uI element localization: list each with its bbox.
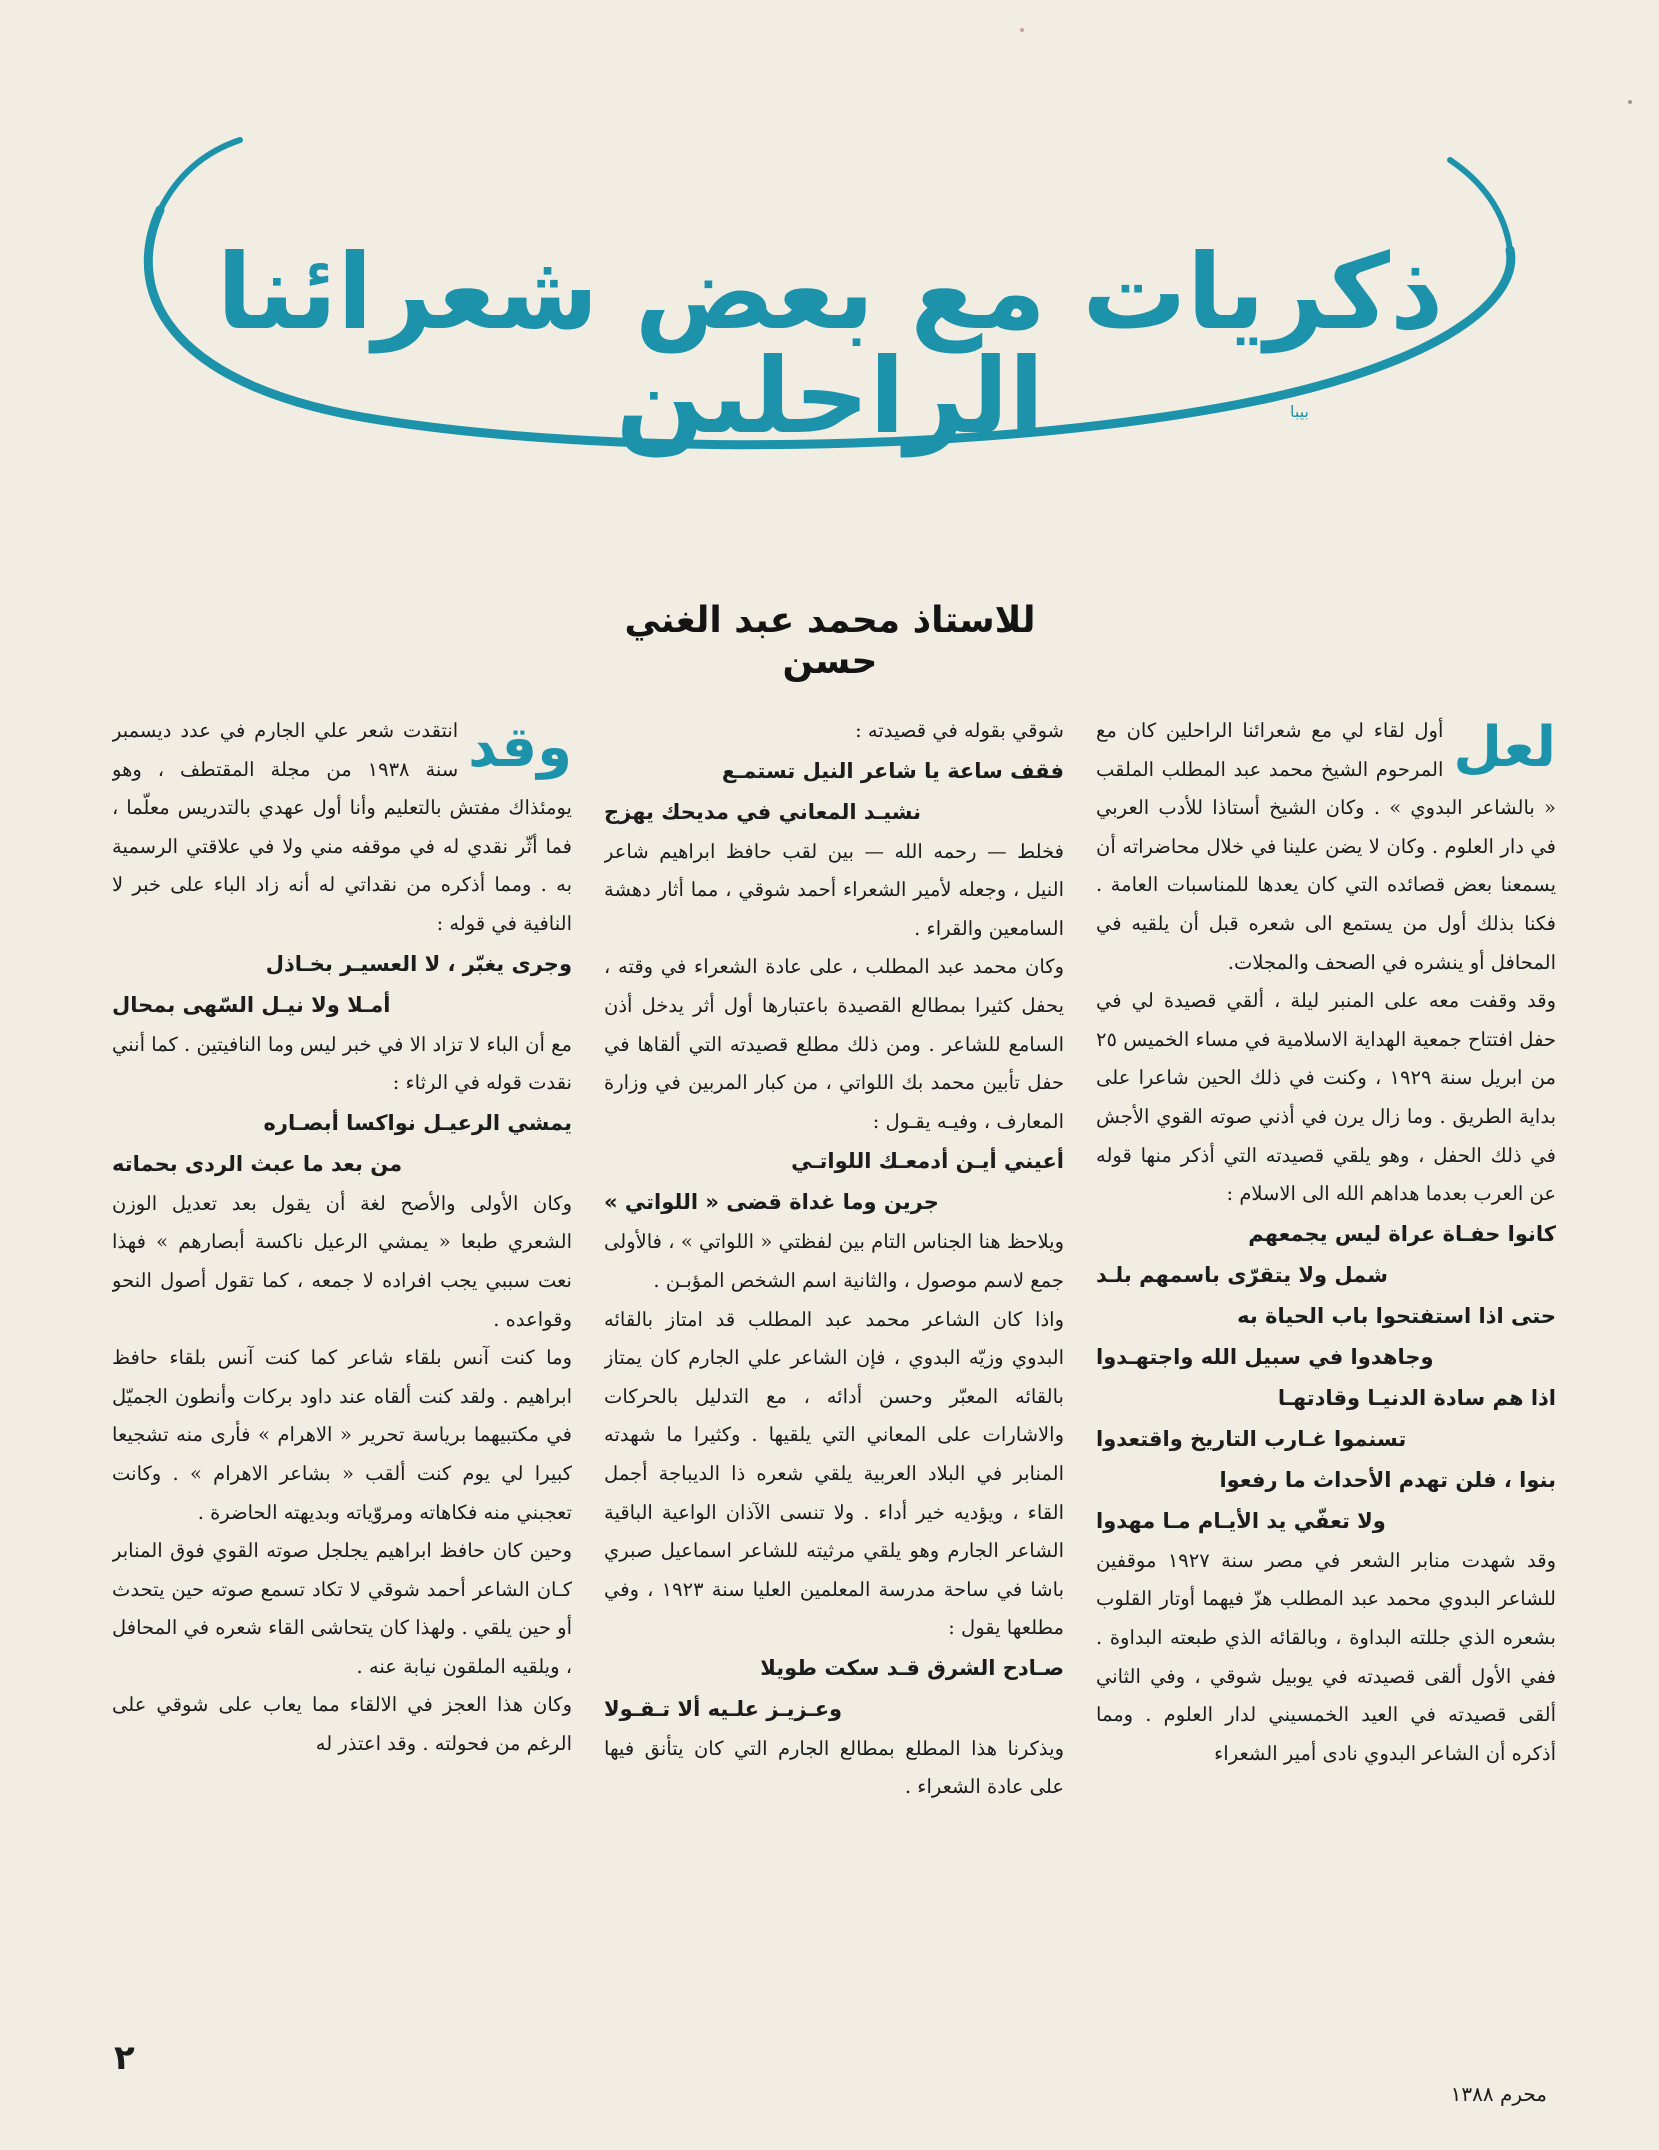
verse-line: وعـزيـز علـيه ألا تـقـولا <box>604 1696 843 1721</box>
verse-line: تسنموا غـارب التاريخ واقتعدوا <box>1096 1426 1407 1451</box>
paragraph: وكان الأولى والأصح لغة أن يقول بعد تعديل الوزن الشعري طبعا « يمشي الرعيل ناكسة أبصارهم » فهذا نعت سببي يجب افراده لا جمعه ، كما تقول أصول النحو وقواعده . <box>112 1191 572 1331</box>
issue-date: محرم ١٣٨٨ <box>1450 2082 1547 2106</box>
paragraph: وقد وقفت معه على المنبر ليلة ، ألقي قصيدة لي في حفل افتتاح جمعية الهداية الاسلامية في مساء الخميس ٢٥ من ابريل سنة ١٩٢٩ ، وكنت في ذلك الحين شاعرا على بداية الطريق . وما زال يرن في أذني صوته القوي الأجش في ذلك الحفل ، وهو يلقي قصيدته التي أذكر منها قوله عن العرب بعدما هداهم الله الى الاسلام : <box>1096 989 1556 1206</box>
verse-line: صـادح الشرق قـد سكت طويلا <box>760 1655 1064 1680</box>
paragraph: وكان هذا العجز في الالقاء مما يعاب على شوقي على الرغم من فحولته . وقد اعتذر له <box>112 1693 572 1756</box>
article-columns <box>112 712 1556 2032</box>
verse-line: ولا تعفّي يد الأيـام مـا مهدوا <box>1096 1508 1386 1533</box>
article-title: ذكريات مع بعض شعرائنا الراحلين <box>216 231 1444 457</box>
paragraph: وحين كان حافظ ابراهيم يجلجل صوته القوي فوق المنابر كـان الشاعر أحمد شوقي لا تكاد تسمع صوته حين يتحدث أو حين يلقي . ولهذا كان يتحاشى القاء شعره في المحافل ، ويلقيه الملقون نيابة عنه . <box>112 1539 572 1678</box>
paragraph: وكان محمد عبد المطلب ، على عادة الشعراء في وقته ، يحفل كثيرا بمطالع القصيدة باعتبارها أول أثر يدخل أذن السامع للشاعر . ومن ذلك مطلع قصيدته التي ألقاها في حفل تأبين محمد بك اللواتي ، من كبار المربين في وزارة المعارف ، وفيـه يقـول : <box>604 955 1064 1133</box>
column-middle <box>604 712 1064 2032</box>
verse-line: كانوا حفـاة عراة ليس يجمعهم <box>1248 1221 1556 1246</box>
paragraph: ديسمبر سنة ١٩٣٨ من مجلة المقتطف ، وهو يومئذاك مفتش بالتعليم وأنا أول عهدي بالتدريس معلّما ، فما أثّر نقدي له في موقفه مني ولا في علاقتي الرسمية به . ومما أذكره من نقداتي له أنه زاد الباء على خبر لا النافية في قوله : <box>112 719 572 935</box>
scan-speck <box>1020 28 1024 32</box>
paragraph: فخلط — رحمه الله — بين لقب حافظ ابراهيم شاعر النيل ، وجعله لأمير الشعراء أحمد شوقي ، مما أثار دهشة السامعين والقراء . <box>604 839 1064 940</box>
paragraph: وقد شهدت منابر الشعر في مصر سنة ١٩٢٧ موقفين للشاعر البدوي محمد عبد المطلب هزّ فيهما أوتار القلوب بشعره الذي جللته البداوة ، وبالقائه الذي طبعته البداوة . ففي الأول ألقى قصيدته في يوبيل شوقي ، وفي الثاني ألقى قصيدته في العيد الخمسيني لدار العلوم . ومما أذكره أن الشاعر البدوي نادى أمير الشعراء <box>1096 1548 1556 1765</box>
paragraph: ويلاحظ هنا الجناس التام بين لفظتي « اللواتي » ، فالأولى جمع لاسم موصول ، والثانية اسم الشخص المؤبـن . <box>604 1230 1064 1292</box>
verse-line: أمـلا ولا نيـل السّهى بمحال <box>112 992 391 1017</box>
title-small-mark: بيبا <box>1290 402 1309 421</box>
opening-line: انتقدت شعر علي الجارم في عدد <box>180 719 459 742</box>
opening-paragraph <box>1096 712 1556 982</box>
verse-line: شمل ولا يتقرّى باسمهم بلـد <box>1096 1262 1388 1287</box>
verse-line: اذا هم سادة الدنيـا وقادتهـا <box>1277 1385 1556 1410</box>
paragraph: وما كنت آنس بلقاء شاعر كما كنت آنس بلقاء حافظ ابراهيم . ولقد كنت ألقاه عند داود بركات وأنطون الجميّل في مكتبيهما برياسة تحرير « الاهرام » فأرى منه تشجيعا كبيرا لي يوم كنت ألقب « بشاعر الاهرام » . وكانت تعجبني منه فكاهاته ومروّياته وبديهته الحاضرة . <box>112 1346 572 1524</box>
verse-line: من بعد ما عبث الردى بحماته <box>112 1151 403 1176</box>
verse-line: حتى اذا استفتحوا باب الحياة به <box>1237 1303 1556 1328</box>
verse-line: وجرى يغبّر ، لا العسيـر بخـاذل <box>265 951 572 976</box>
verse-line: جرين وما غداة قضى « اللواتي » <box>604 1190 939 1215</box>
opening-line: أول لقاء لي مع شعرائنا الراحلين كان <box>1126 719 1444 742</box>
title-banner <box>120 100 1540 480</box>
dropcap: لعل <box>1453 715 1556 780</box>
verse-line: فقف ساعة يا شاعر النيل تستمـع <box>721 758 1064 783</box>
dropcap: وقد <box>468 715 572 780</box>
paragraph: شوقي بقوله في قصيدته : <box>855 719 1064 742</box>
paragraph: واذا كان الشاعر محمد عبد المطلب قد امتاز بالقائه البدوي وزيّه البدوي ، فإن الشاعر علي الجارم كان يمتاز بالقائه المعبّر وحسن أدائه ، مع التدليل بالحركات والاشارات على المعاني التي يلقيها . وكثيرا ما شهدته المنابر في البلاد العربية يلقي شعره ذا الديباجة أجمل القاء ، ويؤديه خير أداء . ولا تنسى الآذان الواعية الباقية الشاعر الجارم وهو يلقي مرثيته للشاعر اسماعيل صبري باشا في ساحة مدرسة المعلمين العليا سنة ١٩٢٣ ، وفي مطلعها يقول : <box>604 1307 1064 1640</box>
opening-paragraph <box>112 712 572 944</box>
author-byline: للاستاذ محمد عبد الغني حسن <box>624 600 1036 682</box>
verse-line: وجاهدوا في سبيل الله واجتهـدوا <box>1096 1344 1434 1369</box>
verse-line: يمشي الرعيـل نواكسا أبصـاره <box>263 1110 572 1135</box>
column-left <box>112 712 572 2032</box>
column-right <box>1096 712 1556 2032</box>
paragraph: ويذكرنا هذا المطلع بمطالع الجارم التي كان يتأنق فيها على عادة الشعراء . <box>604 1736 1064 1799</box>
page-number: ٢ <box>114 2038 135 2078</box>
verse-line: بنوا ، فلن تهدم الأحداث ما رفعوا <box>1219 1467 1556 1492</box>
paragraph: مع المرحوم الشيخ محمد عبد المطلب الملقب « بالشاعر البدوي » . وكان الشيخ أستاذا للأدب العربي في دار العلوم . وكان لا يضن علينا في خلال محاضراته أن يسمعنا بعض قصائده التي كان يعدها للمناسبات العامة . فكنا بذلك أول من يستمع الى شعره قبل أن يلقيه في المحافل أو ينشره في الصحف والمجلات. <box>1096 719 1556 974</box>
scan-speck <box>1628 100 1632 104</box>
verse-line: أعيني أيـن أدمعـك اللواتـي <box>791 1149 1064 1174</box>
verse-line: نشيـد المعاني في مديحك يهزج <box>604 799 922 824</box>
paragraph: مع أن الباء لا تزاد الا في خبر ليس وما النافيتين . كما أنني نقدت قوله في الرثاء : <box>112 1032 572 1095</box>
